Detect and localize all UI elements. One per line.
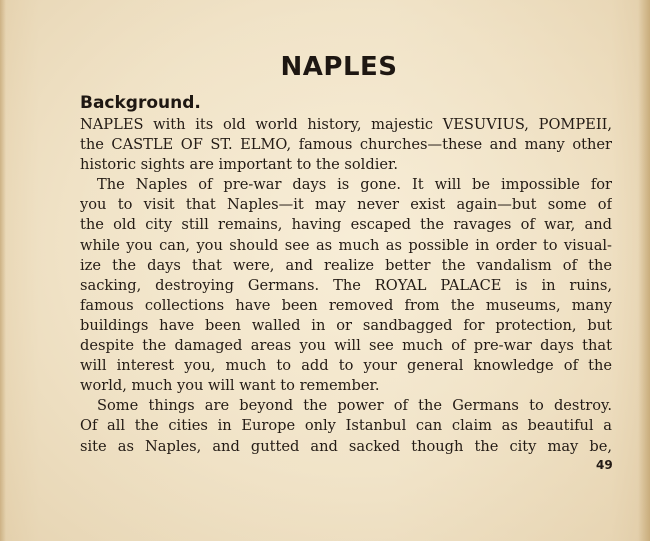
text-line-2: the CASTLE OF ST. ELMO, famous churches—these and many other: [80, 136, 612, 154]
text-line-17: site as Naples, and gutted and sacked though the city may be,: [80, 437, 612, 455]
body-text: [80, 115, 612, 457]
text-line-15: Some things are beyond the power of the Germans to destroy.: [97, 397, 612, 415]
text-line-6: the old city still remains, having escaped the ravages of war, and: [80, 216, 612, 234]
text-line-11: buildings have been walled in or sandbagged for protection, but: [80, 316, 612, 334]
page-number: 49: [596, 458, 613, 472]
text-line-12: despite the damaged areas you will see much of pre-war days that: [80, 337, 612, 355]
text-line-1: NAPLES with its old world history, majestic VESUVIUS, POMPEII,: [80, 116, 612, 133]
text-line-10: famous collections have been removed from the museums, many: [80, 296, 612, 314]
text-line-5: you to visit that Naples—it may never exist again—but some of: [80, 196, 612, 214]
text-line-9: sacking, destroying Germans. The ROYAL PALACE is in ruins,: [80, 276, 612, 294]
text-line-3: historic sights are important to the soldier.: [80, 156, 399, 174]
text-line-13: will interest you, much to add to your general knowledge of the: [80, 357, 612, 375]
section-heading: Background.: [80, 93, 201, 113]
page-title: NAPLES: [280, 52, 398, 82]
text-line-16: Of all the cities in Europe only Istanbul can claim as beautiful a: [80, 417, 612, 435]
text-line-14: world, much you will want to remember.: [80, 377, 380, 395]
text-line-4: The Naples of pre-war days is gone. It will be impossible for: [97, 176, 612, 194]
text-line-8: ize the days that were, and realize better the vandalism of the: [80, 256, 612, 274]
text-line-7: while you can, you should see as much as possible in order to visual-: [80, 236, 612, 254]
